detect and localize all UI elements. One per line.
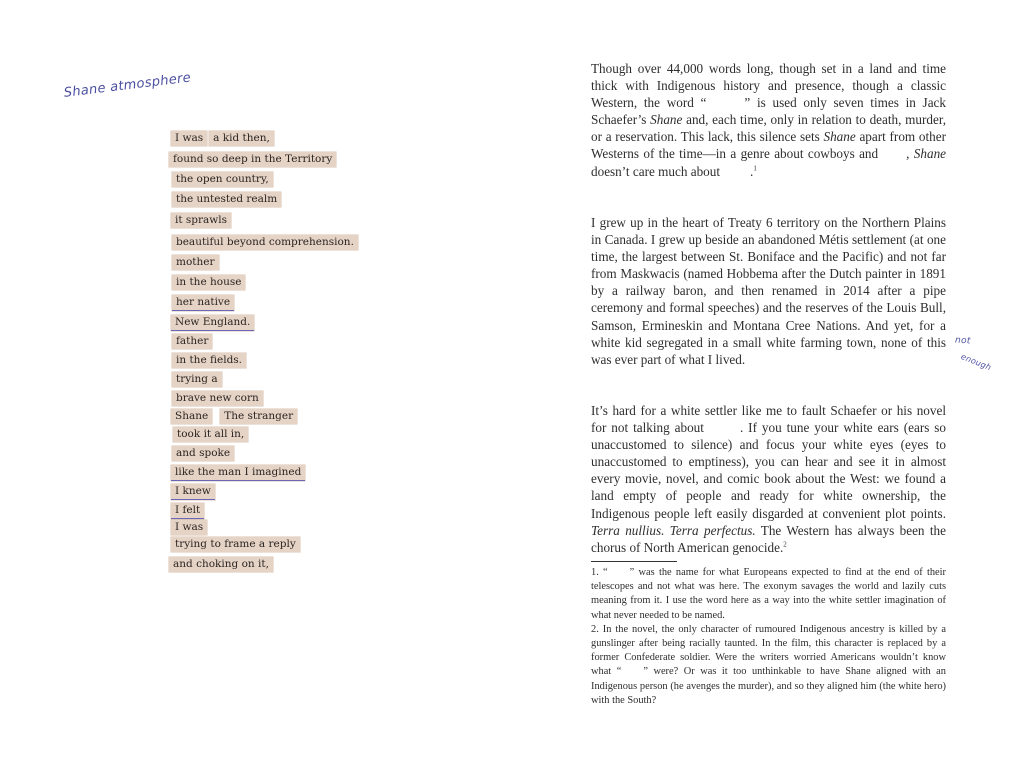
poem-line (172, 446, 234, 461)
poem-line (171, 520, 207, 535)
p1-text-a: Though over 44,000 words long, though set in a land and time thick with Indigenous history and presence, though a classic Western, the word “ (591, 61, 946, 111)
poem-line (172, 255, 219, 270)
poem-line (172, 353, 246, 368)
poem-clipping: I was (171, 520, 207, 535)
poem-clipping: father (172, 334, 212, 349)
poem-clipping: the untested realm (172, 192, 281, 207)
poem-line (172, 334, 212, 349)
poem-line (172, 275, 245, 290)
footnote-2 (591, 623, 946, 708)
poem-line (171, 484, 215, 500)
essay-paragraph-3 (591, 402, 946, 556)
poem-clipping: in the house (172, 275, 245, 290)
poem-line (171, 409, 297, 424)
poem-clipping: trying a (172, 372, 222, 387)
p1-text-j: . (750, 163, 754, 179)
footnote-1-text-b: ” was the name for what Europeans expected to find at the end of their telescopes and not what was here. The exonym savages the world and lazily cuts meaning from it. I use the word here as a way into the white settler imagination of what never needed to be named. (591, 567, 946, 621)
p1-title-shane: Shane (823, 129, 856, 145)
poem-clipping: took it all in, (173, 427, 248, 442)
poem-clipping: the open country, (172, 172, 273, 187)
p3-text-b: . If you tune your white ears (ears so unaccustomed to silence) and focus your white eyes (eyes to unaccustomed to emptiness), you can hear and see it in almost every movie, novel, and comic book about the West: we found a land empty of people and ready for white ownership, the Indigenous people left easily disgarded at convenient plot points. (591, 420, 946, 521)
p1-text-f: apart from other Westerns of the time—in a genre about cowboys and (591, 129, 946, 162)
poem-line (171, 213, 231, 228)
footnotes (591, 566, 946, 708)
footnote-2-text-a: 2. In the novel, the only character of rumoured Indigenous ancestry is killed by a gunslinger after being racially taunted. In the film, this character is replaced by a former Confederate soldier. Were the writers worried Americans wouldn’t know what “ (591, 623, 946, 678)
poem-clipping: brave new corn (172, 391, 263, 406)
margin-note-not: not (954, 335, 971, 347)
footnote-divider (591, 561, 677, 562)
p1-text-d: and, each time, only in relation to death, murder, or a reservation. This lack, this silence sets (591, 112, 946, 145)
poem-clipping: a kid then, (209, 131, 274, 146)
p1-text-b: ” is used only seven times in Jack Schaefer’s (591, 95, 946, 128)
poem-line (172, 235, 358, 250)
margin-note-shane-atmosphere: Shane atmosphere (63, 70, 192, 101)
p1-title-shane: Shane (650, 112, 683, 128)
poem-line (171, 131, 274, 146)
footnote-ref-1[interactable]: 1 (753, 164, 757, 173)
footnote-1-text-a: 1. “ (591, 567, 608, 578)
poem-line (171, 537, 300, 552)
poem-line (172, 192, 281, 207)
poem-clipping: and spoke (172, 446, 234, 461)
poem-clipping: New England. (171, 315, 254, 331)
poem-line (172, 372, 222, 387)
poem-clipping: in the fields. (172, 353, 246, 368)
poem-clipping: like the man I imagined (171, 465, 305, 481)
poem-clipping: Shane (171, 409, 212, 424)
poem-clipping: found so deep in the Territory (169, 152, 336, 167)
poem-line (171, 503, 204, 519)
poem-clipping: I knew (171, 484, 215, 500)
essay-paragraph-1 (591, 60, 946, 180)
poem-clipping: beautiful beyond comprehension. (172, 235, 358, 250)
p1-text-i: doesn’t care much about (591, 163, 721, 179)
poem-clipping: trying to frame a reply (171, 537, 300, 552)
poem-clipping: mother (172, 255, 219, 270)
poem-line (172, 391, 263, 406)
p1-text-g: , (906, 146, 914, 162)
p1-title-shane: Shane (913, 146, 947, 162)
p3-text-a: It’s hard for a white settler like me to fault Schaefer or his novel for not talking about (591, 403, 946, 436)
poem-line (172, 172, 273, 187)
poem-line (169, 557, 273, 572)
poem-line (169, 152, 336, 167)
poem-clipping: her native (172, 295, 234, 311)
poem-clipping: and choking on it, (169, 557, 273, 572)
essay-paragraph-2: I grew up in the heart of Treaty 6 territory on the Northern Plains in Canada. I grew up beside an abandoned Métis settlement (at one time, the largest between St. Boniface and the Pacific) and not far from Maskwacis (named Hobbema after the Dutch painter in 1891 by a railway baron, and then renamed in 2014 after a pipe ceremony and formal speeches) and the reserves of the Louis Bull, Samson, Ermineskin and Montana Cree Nations. And yet, for a white kid segregated in a small white farming town, none of this was ever part of what I lived. (591, 215, 946, 367)
poem-clipping: The stranger (220, 409, 297, 424)
footnote-1 (591, 566, 946, 623)
poem-line (173, 427, 248, 442)
poem-line (171, 465, 305, 481)
margin-note-enough: enough (959, 352, 993, 373)
p3-latin-phrase: Terra nullius. Terra perfectus. (591, 522, 756, 538)
poem-line (172, 295, 234, 311)
footnote-ref-2[interactable]: 2 (783, 540, 787, 549)
footnote-2-text-b: ” were? Or was it too unthinkable to have Shane aligned with an Indigenous person (he avenges the murder), and so they aligned him (the white hero) with the South? (591, 666, 946, 706)
poem-clipping: I was (171, 131, 207, 146)
p3-text-d: The Western has always been the chorus of North American genocide. (591, 522, 946, 555)
poem-clipping: I felt (171, 503, 204, 519)
poem-clipping: it sprawls (171, 213, 231, 228)
poem-line (171, 315, 254, 331)
